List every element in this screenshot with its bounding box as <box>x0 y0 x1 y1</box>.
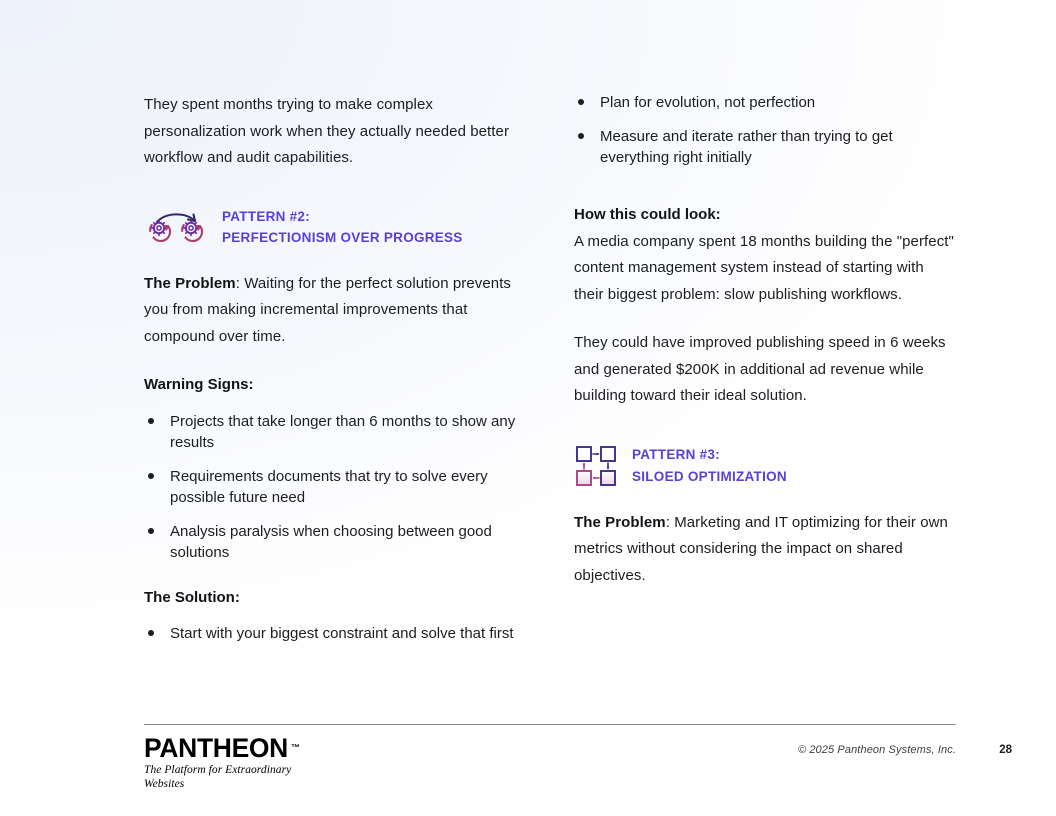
how-this-could-look-paragraph-1: A media company spent 18 months building the "perfect" content management system instead of starting with their biggest problem: slow publishing workflows. <box>574 232 954 303</box>
logo-tagline: The Platform for Extraordinary Websites <box>144 764 292 790</box>
pattern-3-title-line1: PATTERN #3: <box>632 447 720 462</box>
solution-list-continued <box>574 92 956 168</box>
list-item <box>144 623 526 644</box>
right-column <box>574 92 956 644</box>
bullet-dot-icon <box>148 473 154 479</box>
pattern-2-title-line1: PATTERN #2: <box>222 208 310 224</box>
spacer <box>574 488 956 510</box>
bullet-dot-icon <box>148 418 154 424</box>
logo-wordmark-row <box>144 734 324 762</box>
spacer <box>574 308 956 330</box>
list-item-label: Requirements documents that try to solve every possible future need <box>170 467 488 506</box>
list-item <box>144 466 526 508</box>
list-item <box>574 92 956 113</box>
list-item-label: Measure and iterate rather than trying to get everything right initially <box>600 128 893 166</box>
gear-right <box>182 221 202 241</box>
bullet-dot-icon <box>578 99 584 105</box>
spacer <box>574 168 956 202</box>
footer-divider <box>144 724 956 725</box>
list-item-label: Plan for evolution, not perfection <box>600 94 816 111</box>
intro-paragraph: They spent months trying to make complex personalization work when they actually needed better workflow and audit capabilities. <box>144 96 510 166</box>
spacer <box>144 399 526 411</box>
pattern-3-title-line2: SILOED OPTIMIZATION <box>632 468 787 484</box>
pattern-2-title-line2: PERFECTIONISM OVER PROGRESS <box>222 230 463 245</box>
pattern-3-problem-text: Marketing and IT optimizing for their own metrics without considering the impact on shared objectives. <box>574 513 948 584</box>
page-number: 28 <box>999 744 1012 756</box>
bullet-dot-icon <box>148 630 154 636</box>
spacer <box>144 563 526 585</box>
two-gears-cycle-icon <box>144 207 208 247</box>
four-squares-cycle-icon <box>574 444 618 488</box>
list-item <box>144 521 526 563</box>
solution-heading: The Solution: <box>144 588 240 606</box>
pattern-3-title <box>632 444 787 487</box>
spacer <box>144 611 526 623</box>
warning-signs-list <box>144 411 526 563</box>
how-this-could-look-paragraph-2: They could have improved publishing speed in 6 weeks and generated $200K in additional ad revenue while building toward their ideal solution. <box>574 334 946 404</box>
pattern-3-problem-separator: : <box>665 513 675 531</box>
pattern-3-problem <box>574 510 956 590</box>
copyright-notice: © 2025 Pantheon Systems, Inc. <box>797 744 956 756</box>
spacer <box>144 249 526 271</box>
list-item-label: Start with your biggest constraint and solve that first <box>170 625 514 642</box>
bullet-dot-icon <box>578 133 584 139</box>
list-item-label: Analysis paralysis when choosing between good solutions <box>170 522 492 561</box>
pattern-2-problem-separator: : <box>235 274 245 292</box>
warning-signs-heading: Warning Signs: <box>144 376 254 393</box>
pattern-2-problem-label: The Problem <box>144 274 236 292</box>
list-item-label: Projects that take longer than 6 months to show any results <box>170 412 516 451</box>
pattern-3-problem-label: The Problem <box>574 513 666 531</box>
pattern-3-heading <box>574 444 956 488</box>
list-item <box>574 126 956 168</box>
trademark-icon: ™ <box>290 742 300 753</box>
logo-wordmark: PANTHEON <box>144 733 288 763</box>
bullet-dot-icon <box>148 528 154 534</box>
spacer <box>144 172 526 206</box>
list-item <box>144 411 526 453</box>
pattern-2-heading <box>144 206 526 249</box>
spacer <box>144 350 526 372</box>
pantheon-logo <box>144 734 324 791</box>
gear-left <box>150 221 170 241</box>
solution-list <box>144 623 526 644</box>
spacer <box>574 410 956 444</box>
pattern-2-title <box>222 206 463 249</box>
slide-content <box>144 92 956 644</box>
pattern-2-problem-text: Waiting for the perfect solution prevents you from making incremental improvements that compound over time. <box>144 274 512 345</box>
pattern-2-problem <box>144 271 526 351</box>
how-this-could-look-heading: How this could look: <box>574 206 721 223</box>
left-column <box>144 92 526 644</box>
